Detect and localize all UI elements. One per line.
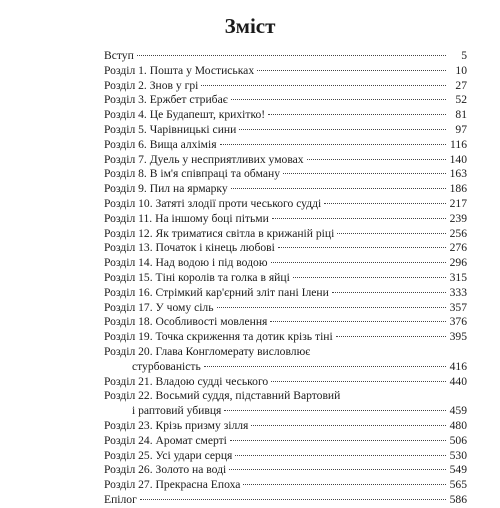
toc-entry-title: Розділ 5. Чарівницькі сини bbox=[104, 122, 237, 136]
toc-entry-line bbox=[104, 212, 467, 227]
dot-leader bbox=[230, 440, 446, 441]
dot-leader bbox=[278, 247, 446, 248]
toc-entry-line bbox=[104, 434, 467, 449]
dot-leader bbox=[307, 159, 446, 160]
toc-entry bbox=[104, 167, 467, 182]
toc-page-number: 97 bbox=[455, 122, 467, 136]
toc-page-number: 81 bbox=[455, 108, 467, 122]
dot-leader bbox=[224, 410, 446, 411]
toc-entry-line bbox=[104, 123, 467, 138]
toc-entry bbox=[104, 153, 467, 168]
toc-page-number: 333 bbox=[449, 285, 467, 299]
toc-entry-line bbox=[104, 182, 467, 197]
toc-entry bbox=[104, 182, 467, 197]
toc-entry-line bbox=[104, 360, 467, 375]
dot-leader bbox=[283, 173, 446, 174]
dot-leader bbox=[257, 70, 446, 71]
toc-entry-title: Розділ 7. Дуель у несприятливих умовах bbox=[104, 152, 304, 166]
toc-entry-title: Розділ 4. Це Будапешт, крихітко! bbox=[104, 108, 266, 122]
toc-entry-line bbox=[104, 419, 467, 434]
dot-leader bbox=[293, 277, 446, 278]
toc-page-number: 315 bbox=[449, 270, 467, 284]
toc-entry-line bbox=[104, 463, 467, 478]
toc-entry bbox=[104, 375, 467, 390]
dot-leader bbox=[268, 114, 446, 115]
toc-page-number: 27 bbox=[455, 78, 467, 92]
toc-entry-title: Розділ 6. Вища алхімія bbox=[104, 137, 217, 151]
toc-entry-line bbox=[104, 286, 467, 301]
toc-page-number: 163 bbox=[449, 167, 467, 181]
toc-entry-line bbox=[104, 404, 467, 419]
toc-entry-title: Розділ 10. Затяті злодії проти чеського судді bbox=[104, 196, 322, 210]
toc-entry-title: Розділ 11. На іншому боці пітьми bbox=[104, 211, 269, 225]
dot-leader bbox=[337, 233, 446, 234]
toc-entry-title: Розділ 9. Пил на ярмарку bbox=[104, 182, 228, 196]
toc-entry bbox=[104, 256, 467, 271]
toc-entry-title: Розділ 2. Знов у грі bbox=[104, 78, 199, 92]
toc-entry-title: Розділ 24. Аромат смерті bbox=[104, 433, 227, 447]
toc-entry-title: Розділ 16. Стрімкий кар'єрний зліт пані Ілени bbox=[104, 285, 329, 299]
toc-entry-title: Розділ 13. Початок і кінець любові bbox=[104, 241, 275, 255]
toc-page-number: 416 bbox=[449, 359, 467, 373]
toc-page-number: 459 bbox=[449, 404, 467, 418]
toc-page-number: 480 bbox=[449, 418, 467, 432]
table-of-contents bbox=[104, 49, 467, 508]
toc-entry-line bbox=[104, 301, 467, 316]
dot-leader bbox=[336, 336, 446, 337]
toc-entry-line bbox=[104, 93, 467, 108]
toc-entry bbox=[104, 315, 467, 330]
toc-entry-title: Розділ 23. Крізь призму зілля bbox=[104, 418, 249, 432]
toc-entry-title: Епілог bbox=[104, 492, 137, 506]
toc-entry-line bbox=[104, 167, 467, 182]
dot-leader bbox=[324, 203, 446, 204]
toc-entry bbox=[104, 197, 467, 212]
toc-entry-line bbox=[104, 49, 467, 64]
toc-entry-line bbox=[104, 227, 467, 242]
toc-entry-line bbox=[104, 153, 467, 168]
page-title: Зміст bbox=[224, 14, 276, 38]
toc-page-number: 116 bbox=[450, 137, 467, 151]
toc-entry bbox=[104, 49, 467, 64]
toc-page-number: 549 bbox=[449, 463, 467, 477]
toc-entry-line bbox=[104, 493, 467, 508]
toc-entry-title: Розділ 8. В ім'я співпраці та обману bbox=[104, 167, 280, 181]
toc-entry-title: Розділ 22. Восьмий суддя, підставний Вартовий bbox=[104, 389, 341, 403]
toc-page-number: 186 bbox=[449, 182, 467, 196]
dot-leader bbox=[231, 188, 446, 189]
toc-page-number: 296 bbox=[449, 256, 467, 270]
dot-leader bbox=[137, 55, 446, 56]
toc-entry-line bbox=[104, 197, 467, 212]
toc-page-number: 140 bbox=[449, 152, 467, 166]
toc-page-number: 276 bbox=[449, 241, 467, 255]
toc-entry bbox=[104, 478, 467, 493]
toc-page-number: 440 bbox=[449, 374, 467, 388]
toc-entry bbox=[104, 449, 467, 464]
toc-entry-line bbox=[104, 138, 467, 153]
toc-entry-title: Розділ 19. Точка скриження та дотик крізь тіні bbox=[104, 330, 333, 344]
toc-entry bbox=[104, 138, 467, 153]
toc-page-number: 565 bbox=[449, 478, 467, 492]
toc-entry bbox=[104, 241, 467, 256]
toc-entry bbox=[104, 64, 467, 79]
toc-entry bbox=[104, 345, 467, 375]
dot-leader bbox=[270, 321, 446, 322]
toc-entry-line bbox=[104, 256, 467, 271]
toc-entry-title: Розділ 3. Ержбет стрибає bbox=[104, 93, 228, 107]
dot-leader bbox=[271, 381, 446, 382]
toc-entry-line bbox=[104, 241, 467, 256]
dot-leader bbox=[217, 307, 446, 308]
toc-entry-title: Розділ 18. Особливості мовлення bbox=[104, 315, 268, 329]
toc-entry-title: Розділ 15. Тіні королів та голка в яйці bbox=[104, 270, 290, 284]
toc-entry-line bbox=[104, 375, 467, 390]
toc-entry bbox=[104, 93, 467, 108]
dot-leader bbox=[272, 218, 446, 219]
toc-entry-line bbox=[104, 64, 467, 79]
toc-entry-line bbox=[104, 79, 467, 94]
toc-entry-title: Розділ 25. Усі удари серця bbox=[104, 448, 233, 462]
toc-page-number: 530 bbox=[449, 448, 467, 462]
dot-leader bbox=[271, 262, 446, 263]
toc-page-number: 376 bbox=[449, 315, 467, 329]
dot-leader bbox=[332, 292, 446, 293]
toc-entry-title: Розділ 14. Над водою і під водою bbox=[104, 256, 268, 270]
toc-entry-title: стурбованість bbox=[132, 359, 201, 373]
dot-leader bbox=[229, 469, 446, 470]
toc-entry-title: Розділ 21. Владою судді чеського bbox=[104, 374, 269, 388]
toc-page-number: 357 bbox=[449, 300, 467, 314]
toc-entry-line bbox=[104, 108, 467, 123]
toc-page-number: 52 bbox=[455, 93, 467, 107]
dot-leader bbox=[201, 85, 446, 86]
toc-entry-title: і раптовий убивця bbox=[132, 404, 222, 418]
toc-entry-line bbox=[104, 345, 467, 360]
toc-page-number: 506 bbox=[449, 433, 467, 447]
dot-leader bbox=[239, 129, 446, 130]
toc-entry bbox=[104, 389, 467, 419]
toc-entry bbox=[104, 419, 467, 434]
toc-page-number: 395 bbox=[449, 330, 467, 344]
toc-entry-title: Розділ 26. Золото на воді bbox=[104, 463, 227, 477]
dot-leader bbox=[235, 455, 446, 456]
dot-leader bbox=[243, 484, 446, 485]
toc-entry-line bbox=[104, 449, 467, 464]
toc-entry-line bbox=[104, 330, 467, 345]
dot-leader bbox=[204, 366, 446, 367]
toc-page-number: 239 bbox=[449, 211, 467, 225]
toc-entry-title: Вступ bbox=[104, 49, 134, 62]
toc-entry bbox=[104, 493, 467, 508]
toc-entry bbox=[104, 79, 467, 94]
toc-page-number: 10 bbox=[455, 63, 467, 77]
toc-entry bbox=[104, 227, 467, 242]
dot-leader bbox=[251, 425, 446, 426]
toc-entry bbox=[104, 271, 467, 286]
toc-entry bbox=[104, 212, 467, 227]
toc-entry-title: Розділ 12. Як триматися світла в крижаній ріці bbox=[104, 226, 335, 240]
toc-entry-title: Розділ 17. У чому сіль bbox=[104, 300, 214, 314]
toc-entry-title: Розділ 27. Прекрасна Епоха bbox=[104, 478, 241, 492]
toc-entry-title: Розділ 20. Глава Конгломерату висловлює bbox=[104, 344, 311, 358]
dot-leader bbox=[231, 99, 446, 100]
toc-entry bbox=[104, 123, 467, 138]
toc-page-number: 5 bbox=[461, 49, 467, 62]
toc-entry-line bbox=[104, 389, 467, 404]
toc-entry bbox=[104, 108, 467, 123]
toc-entry bbox=[104, 301, 467, 316]
toc-entry-title: Розділ 1. Пошта у Мостиськах bbox=[104, 63, 255, 77]
toc-page-number: 586 bbox=[449, 492, 467, 506]
toc-entry-line bbox=[104, 315, 467, 330]
toc-entry-line bbox=[104, 478, 467, 493]
toc-page-number: 256 bbox=[449, 226, 467, 240]
toc-entry-line bbox=[104, 271, 467, 286]
toc-entry bbox=[104, 463, 467, 478]
toc-entry bbox=[104, 286, 467, 301]
dot-leader bbox=[220, 144, 446, 145]
toc-entry bbox=[104, 330, 467, 345]
toc-entry bbox=[104, 434, 467, 449]
toc-page-number: 217 bbox=[449, 196, 467, 210]
